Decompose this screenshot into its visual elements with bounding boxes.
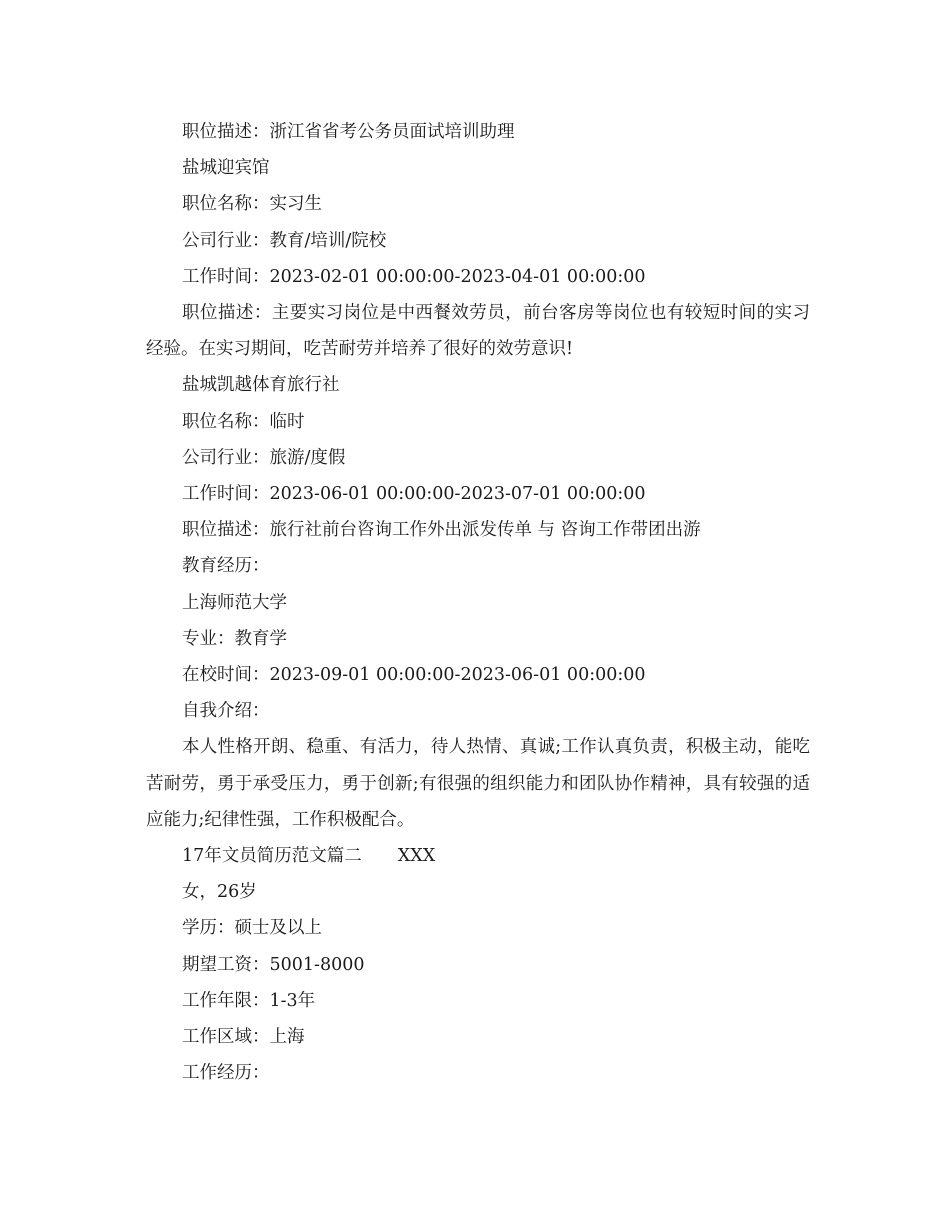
- job-description-paragraph: 职位描述：主要实习岗位是中西餐效劳员，前台客房等岗位也有较短时间的实习经验。在实习期间，吃苦耐劳并培养了很好的效劳意识!: [146, 303, 810, 360]
- education-level-line: 学历：硕士及以上: [182, 918, 322, 939]
- work-region-line: 工作区域：上海: [182, 1027, 305, 1048]
- candidate-name: XXX: [397, 846, 436, 867]
- resume-title-text: 17年文员简历范文篇二: [182, 846, 362, 867]
- gender-age-line: 女，26岁: [182, 882, 257, 903]
- education-heading: 教育经历：: [182, 556, 270, 577]
- work-period-line: 工作时间：2023-02-01 00:00:00-2023-04-01 00:00:00: [182, 266, 646, 287]
- major-line: 专业：教育学: [182, 628, 287, 649]
- job-description-line: 职位描述：旅行社前台咨询工作外出派发传单 与 咨询工作带团出游: [182, 520, 701, 541]
- work-experience-heading: 工作经历：: [182, 1063, 270, 1084]
- expected-salary-line: 期望工资：5001-8000: [182, 954, 365, 975]
- company-name: 盐城凯越体育旅行社: [182, 375, 340, 396]
- self-intro-paragraph: 本人性格开朗、稳重、有活力，待人热情、真诚;工作认真负责，积极主动，能吃苦耐劳，勇于承受压力，勇于创新;有很强的组织能力和团队协作精神，具有较强的适应能力;纪律性强，工作积极配合。: [146, 737, 810, 830]
- job-description-line: 职位描述：浙江省省考公务员面试培训助理: [182, 122, 515, 142]
- self-intro-heading: 自我介绍：: [182, 701, 270, 722]
- work-period-line: 工作时间：2023-06-01 00:00:00-2023-07-01 00:00:00: [182, 484, 646, 505]
- work-years-line: 工作年限：1-3年: [182, 990, 316, 1011]
- document-body: [146, 114, 810, 1091]
- school-name: 上海师范大学: [182, 592, 287, 613]
- study-period-line: 在校时间：2023-09-01 00:00:00-2023-06-01 00:00:00: [182, 665, 646, 686]
- job-title-line: 职位名称：实习生: [182, 194, 322, 215]
- job-title-line: 职位名称：临时: [182, 411, 305, 432]
- resume-section-title: [146, 838, 810, 874]
- company-industry-line: 公司行业：教育/培训/院校: [182, 230, 387, 251]
- company-name: 盐城迎宾馆: [182, 158, 270, 179]
- company-industry-line: 公司行业：旅游/度假: [182, 447, 346, 468]
